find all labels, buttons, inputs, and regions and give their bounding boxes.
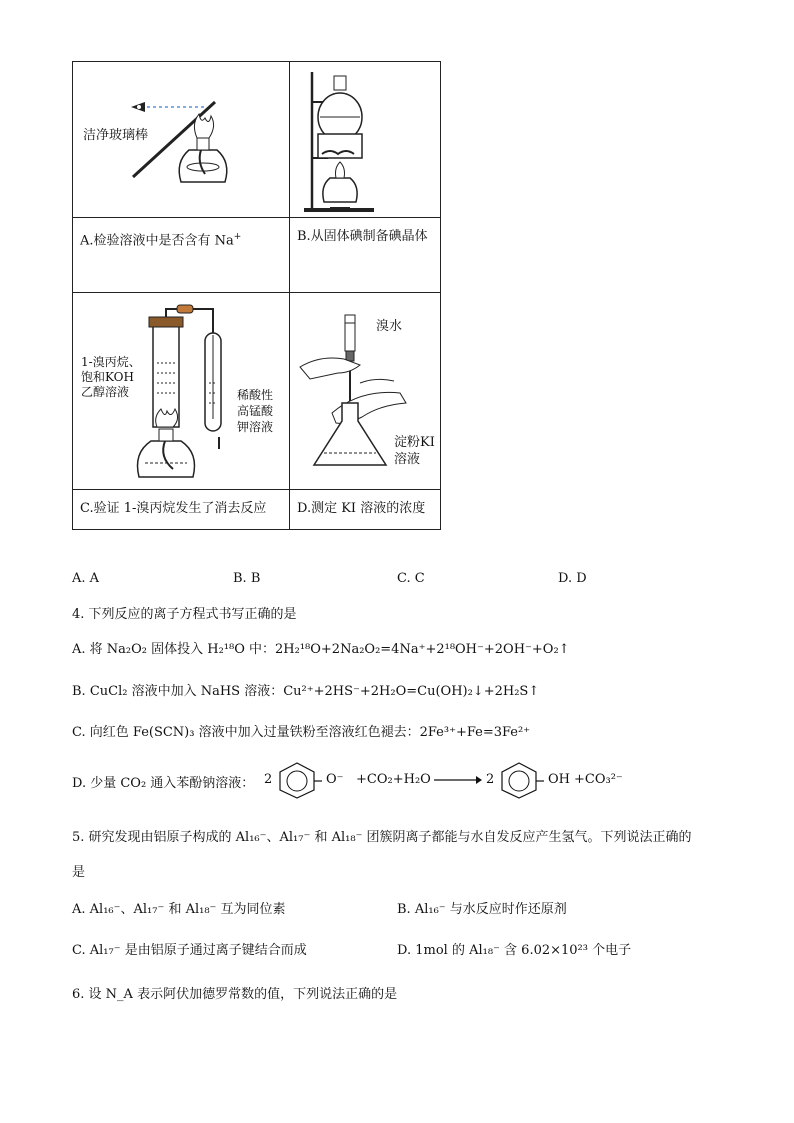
q4-option-b: B. CuCl₂ 溶液中加入 NaHS 溶液：Cu²⁺+2HS⁻+2H₂O=Cu(OH)₂↓+2H₂S↑ <box>72 684 540 699</box>
starch-ki-label-2: 溶液 <box>394 452 421 467</box>
caption-c: C.验证 1-溴丙烷发生了消去反应 <box>80 501 267 516</box>
q4-option-a: A. 将 Na₂O₂ 固体投入 H₂¹⁸O 中：2H₂¹⁸O+2Na₂O₂=4Na⁺+2¹⁸OH⁻+2OH⁻+O₂↑ <box>72 642 570 657</box>
q4-option-c: C. 向红色 Fe(SCN)₃ 溶液中加入过量铁粉至溶液红色褪去：2Fe³⁺+Fe=3Fe²⁺ <box>72 725 531 740</box>
caption-cell-c <box>73 490 290 530</box>
q3-option-b: B. B <box>233 571 261 586</box>
benzene-ring-icon <box>272 760 322 800</box>
q5-option-b: B. Al₁₆⁻ 与水反应时作还原剂 <box>397 902 567 917</box>
q4-option-d-text: D. 少量 CO₂ 通入苯酚钠溶液： <box>72 776 255 791</box>
experiment-table <box>72 61 441 530</box>
eq-coef-1: 2 <box>264 772 273 787</box>
glass-rod-label: 洁净玻璃棒 <box>83 128 149 143</box>
q3-option-d: D. D <box>558 571 587 586</box>
reagent-label-3: 乙醇溶液 <box>81 385 130 399</box>
q5-option-d: D. 1mol 的 Al₁₈⁻ 含 6.02×10²³ 个电子 <box>397 943 632 958</box>
figure-cell-b <box>290 62 441 218</box>
reaction-arrow-icon <box>434 774 482 786</box>
caption-cell-a <box>73 218 290 293</box>
starch-ki-label-1: 淀粉KI <box>394 435 435 450</box>
eq-reactants: +CO₂+H₂O <box>356 772 431 787</box>
figure-cell-d <box>290 293 441 490</box>
kmno4-label-1: 稀酸性 <box>237 388 274 402</box>
caption-b: B.从固体碘制备碘晶体 <box>297 229 428 244</box>
q5-stem-line2: 是 <box>72 865 86 880</box>
sublimation-illustration <box>290 62 440 217</box>
q6-stem: 6. 设 N_A 表示阿伏加德罗常数的值，下列说法正确的是 <box>72 987 398 1002</box>
caption-a: A.检验溶液中是否含有 Na <box>80 233 234 249</box>
figure-cell-a <box>73 62 290 218</box>
eq-phenoxide: O⁻ <box>326 772 344 787</box>
caption-cell-b <box>290 218 441 293</box>
eq-phenol: OH <box>548 772 570 787</box>
caption-d: D.测定 KI 溶液的浓度 <box>297 501 426 516</box>
q4-stem: 4. 下列反应的离子方程式书写正确的是 <box>72 607 297 622</box>
q3-option-c: C. C <box>397 571 425 586</box>
bromine-water-label: 溴水 <box>376 319 403 334</box>
q5-stem-line1: 5. 研究发现由铝原子构成的 Al₁₆⁻、Al₁₇⁻ 和 Al₁₈⁻ 团簇阴离子都能与水自发反应产生氢气。下列说法正确的 <box>72 830 692 845</box>
caption-cell-d <box>290 490 441 530</box>
figure-cell-c <box>73 293 290 490</box>
q5-option-c: C. Al₁₇⁻ 是由铝原子通过离子键结合而成 <box>72 943 307 958</box>
reagent-label-1: 1-溴丙烷、 <box>81 355 141 369</box>
kmno4-label-2: 高锰酸 <box>237 404 274 418</box>
q4-option-d <box>72 772 254 791</box>
q5-option-a: A. Al₁₆⁻、Al₁₇⁻ 和 Al₁₈⁻ 互为同位素 <box>72 902 286 917</box>
caption-a-sup: + <box>233 232 242 242</box>
q3-option-a: A. A <box>72 571 100 586</box>
eq-carbonate: +CO₃²⁻ <box>574 772 623 787</box>
reagent-label-2: 饱和KOH <box>81 370 134 384</box>
eq-coef-2: 2 <box>486 772 495 787</box>
phenoxide-equation <box>262 760 622 800</box>
benzene-ring-icon-2 <box>494 760 544 800</box>
kmno4-label-3: 钾溶液 <box>237 420 274 434</box>
